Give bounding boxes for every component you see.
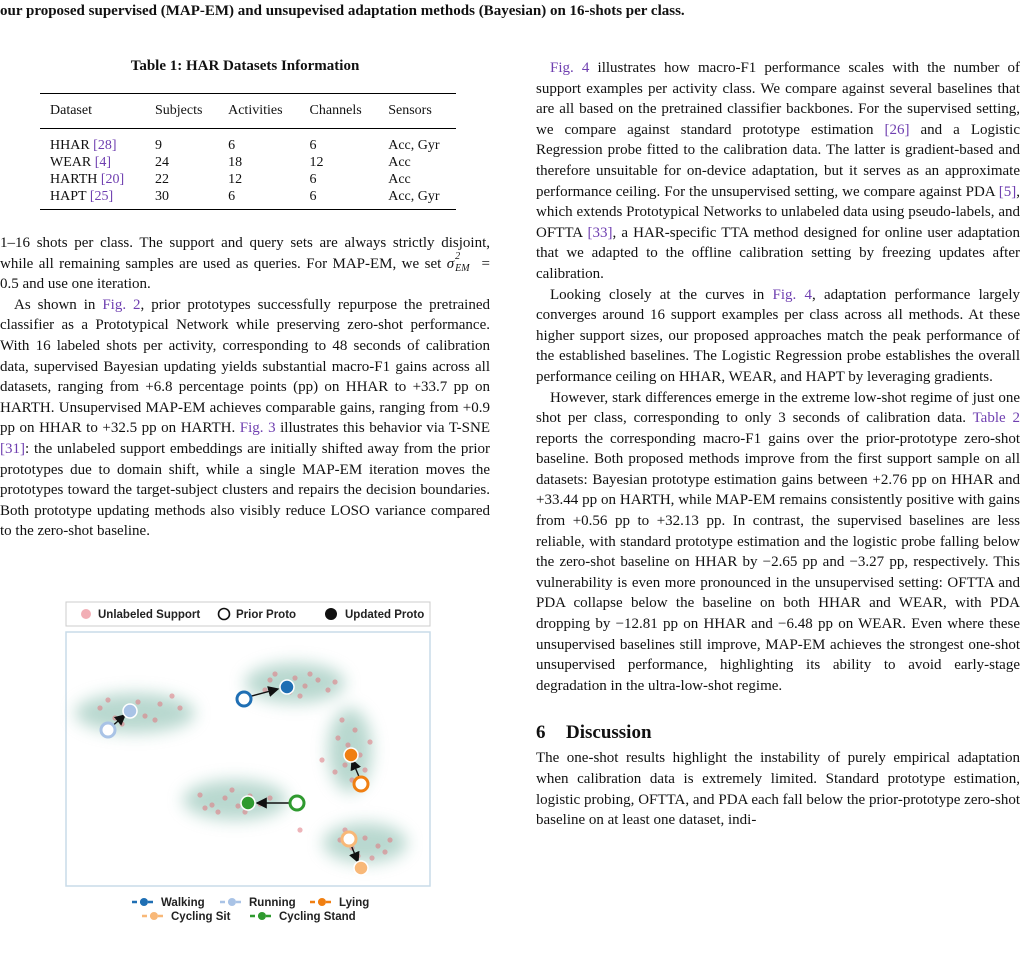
- channels-cell: 6: [300, 188, 379, 210]
- dataset-cell: [40, 129, 145, 155]
- header-subjects: Subjects: [145, 94, 218, 129]
- legend-label-walking: Walking: [161, 897, 205, 909]
- walking-prior-proto: [237, 692, 251, 706]
- right-paragraph-1: [536, 58, 1020, 285]
- table-caption: Table 1: HAR Datasets Information: [130, 58, 360, 74]
- section-title: Discussion: [566, 722, 652, 744]
- legend-label-running: Running: [249, 897, 296, 909]
- table-row: [40, 154, 456, 171]
- legend-label-prior-proto: Prior Proto: [236, 609, 297, 621]
- channels-cell: 6: [309, 138, 317, 153]
- subjects-cell: 30: [145, 188, 218, 210]
- legend-label-unlabeled-support: Unlabeled Support: [98, 609, 201, 621]
- citation-link[interactable]: [33]: [587, 224, 613, 241]
- citation-link[interactable]: [4]: [94, 155, 112, 170]
- text-run: : the unlabeled support embeddings are initially shifted away from the prior prototypes due to domain shift, while a single MAP-EM iteration moves the prototypes toward the target-subject clusters and repairs the decision boundaries. Both prototype updating methods also visibly reduce LOSO variance compared to the zero-shot baseline.: [0, 440, 490, 540]
- text-run: illustrates how macro-F1 performance scales with the number of support examples per activity class. We compare against several baselines that are all based on the pretrained classifier backbones. For the supervised setting, we compare against standard prototype estimation: [536, 60, 1020, 138]
- prior-proto-legend-marker: [219, 609, 230, 620]
- legend-label-lying: Lying: [339, 897, 370, 909]
- activities-cell: 6: [228, 138, 236, 153]
- section-number: 6: [536, 722, 546, 744]
- section-heading: [536, 722, 1020, 744]
- channels-cell: 6: [309, 172, 317, 187]
- right-paragraph-3: [536, 388, 1020, 697]
- citation-link[interactable]: [20]: [100, 172, 125, 187]
- sensors-cell: Acc: [388, 172, 411, 187]
- citation-link[interactable]: [25]: [89, 189, 114, 204]
- har-datasets-table: [40, 93, 456, 210]
- left-column: [0, 50, 490, 542]
- running-updated-proto: [123, 704, 137, 718]
- legend-bottom: [132, 897, 369, 923]
- lying-prior-proto: [354, 777, 368, 791]
- dataset-cell: [40, 188, 145, 210]
- legend-lying: [310, 897, 369, 909]
- text-run: 1–16 shots per class. The support and query sets are always strictly disjoint, while all remaining samples are used as queries. For MAP-EM, we set: [0, 235, 490, 272]
- cycling-sit-prior-proto: [342, 832, 356, 846]
- dataset-name: HHAR: [50, 138, 90, 153]
- legend-label-updated-proto: Updated Proto: [345, 609, 425, 621]
- lying-updated-proto: [344, 748, 358, 762]
- text-run: However, stark differences emerge in the extreme low-shot regime of just one shot per class, corresponding to only 3 seconds of calibration data.: [536, 389, 1020, 427]
- activities-cell: 6: [218, 188, 299, 210]
- legend-cycling-sit: [142, 911, 231, 923]
- citation-link[interactable]: [28]: [93, 138, 117, 153]
- table-row: [40, 188, 456, 210]
- cycling-stand-updated-proto: [241, 796, 255, 810]
- text-run: illustrates this behavior via T-SNE: [275, 420, 490, 437]
- sensors-cell: Acc, Gyr: [388, 138, 440, 153]
- figure-caption-tail: our proposed supervised (MAP-EM) and unsupevised adaptation methods (Bayesian) on 16-shots per class.: [0, 3, 685, 19]
- dataset-name: WEAR: [50, 155, 92, 170]
- cycling-sit-cloud: [323, 823, 407, 863]
- walking-updated-proto: [280, 680, 294, 694]
- sigma-symbol: σ: [446, 255, 455, 272]
- dataset-name: HAPT: [50, 189, 87, 204]
- right-column: [536, 58, 1020, 831]
- text-run: = 0.5 and use one iteration.: [0, 255, 490, 293]
- legend-label-cycling-sit: Cycling Sit: [171, 911, 231, 923]
- sigma-scripts: [454, 250, 476, 274]
- table-row: [40, 129, 456, 155]
- header-sensors: Sensors: [378, 94, 456, 129]
- cycling-sit-updated-proto: [354, 861, 368, 875]
- right-paragraph-2: [536, 285, 1020, 388]
- legend-label-cycling-stand: Cycling Stand: [279, 911, 356, 923]
- left-paragraph-2: [0, 295, 490, 542]
- legend-walking: [132, 897, 205, 909]
- activities-cell: 18: [228, 155, 243, 170]
- figure-link[interactable]: Fig. 3: [239, 420, 276, 437]
- subjects-cell: 24: [154, 155, 169, 170]
- text-run: Looking closely at the curves in: [550, 286, 773, 303]
- text-run: , a HAR-specific TTA method designed for online user adaptation that we adapted to the offline calibration setting by freezing updates after calibration.: [536, 224, 1020, 282]
- subjects-cell: 22: [154, 172, 169, 187]
- text-run: , which extends Prototypical Networks to unlabeled data using pseudo-labels, and OFTTA: [536, 183, 1020, 241]
- figure-link[interactable]: Fig. 4: [550, 60, 590, 76]
- cycling-stand-prior-proto: [290, 796, 304, 810]
- table-link[interactable]: Table 2: [972, 410, 1021, 427]
- figure-link[interactable]: Fig. 2: [102, 296, 141, 313]
- text-run: , prior prototypes successfully repurpose the pretrained classifier as a Prototypical Network while preserving zero-shot performance. With 16 labeled shots per activity, corresponding to 48 seconds of calibration data, supervised Bayesian updating yields substantial macro-F1 gains across all datasets, ranging from +6.8 percentage points (pp) on HHAR to +33.7 pp on HARTH. Unsupervised MAP-EM achieves comparable gains, ranging from +0.9 pp on HHAR to +32.5 pp on HARTH.: [0, 296, 490, 437]
- right-paragraph-4: The one-shot results highlight the instability of purely empirical adaptation when calibration data is extremely limited. Standard prototype estimation, logistic probing, OFTTA, and PDA each fall below the prior-prototype zero-shot baseline on at least one dataset, indi-: [536, 750, 1020, 829]
- header-activities: Activities: [218, 94, 299, 129]
- running-prior-proto: [101, 723, 115, 737]
- text-run: As shown in: [14, 296, 103, 313]
- citation-link[interactable]: [26]: [884, 121, 910, 138]
- legend-running: [220, 897, 296, 909]
- tsne-figure: [60, 600, 435, 930]
- header-channels: Channels: [300, 94, 379, 129]
- legend-cycling-stand: [250, 911, 356, 923]
- sigma-superscript: 2: [455, 250, 461, 262]
- dataset-cell: [40, 154, 145, 171]
- citation-link[interactable]: [31]: [0, 440, 25, 457]
- activities-cell: 12: [228, 172, 243, 187]
- sigma-subscript: EM: [455, 262, 470, 274]
- sensors-cell: Acc: [388, 155, 411, 170]
- subjects-cell: 9: [154, 138, 162, 153]
- dataset-cell: [40, 171, 145, 188]
- figure-link[interactable]: Fig. 4: [772, 286, 812, 303]
- unlabeled-support-legend-marker: [81, 609, 91, 619]
- table-row: [40, 171, 456, 188]
- citation-link[interactable]: [5]: [998, 183, 1017, 200]
- channels-cell: 12: [309, 155, 324, 170]
- text-run: , adaptation performance largely converges around 16 support examples per class across all methods. At these higher support sizes, our proposed approaches match the peak performance of the established baselines. The Logistic Regression probe establishes the overall performance ceiling on HHAR, WEAR, and HAPT by leveraging gradients.: [536, 286, 1020, 385]
- dataset-name: HARTH: [50, 172, 98, 187]
- text-run: and a Logistic Regression probe fitted to the calibration data. The latter is gradient-based and therefore unsuitable for on-device adaptation, but it serves as an approximate performance ceiling. For the unsupervised setting, we compare against PDA: [536, 121, 1020, 200]
- updated-proto-legend-marker: [325, 608, 337, 620]
- sensors-cell: Acc, Gyr: [378, 188, 456, 210]
- text-run: reports the corresponding macro-F1 gains over the prior-prototype zero-shot baseline. Both proposed methods improve from the first support sample on all datasets: Bayesian prototype estimation gains between +2.76 pp on HHAR and +33.44 pp on HARTH, while MAP-EM remains consistently positive with gains from +0.56 pp to +32.13 pp. In contrast, the supervised baselines are less reliable, with standard prototype estimation and the logistic probe falling below the zero-shot baseline on HHAR by −2.65 pp and −3.27 pp, respectively. This vulnerability is even more pronounced in the unsupervised setting: OFTTA and PDA collapse below the baseline on both HHAR and WEAR, with PDA dropping by −12.81 pp on HHAR and −6.48 pp on WEAR. Even where these unsupervised baselines still improve, MAP-EM achieves the strongest one-shot unsupervised performance, highlighting its ability to avoid early-stage degradation in the ultra-low-shot regime.: [536, 430, 1020, 694]
- left-paragraph-1: [0, 233, 490, 295]
- walking-cloud: [245, 663, 345, 703]
- table-header-row: [40, 94, 456, 129]
- header-dataset: Dataset: [40, 94, 145, 129]
